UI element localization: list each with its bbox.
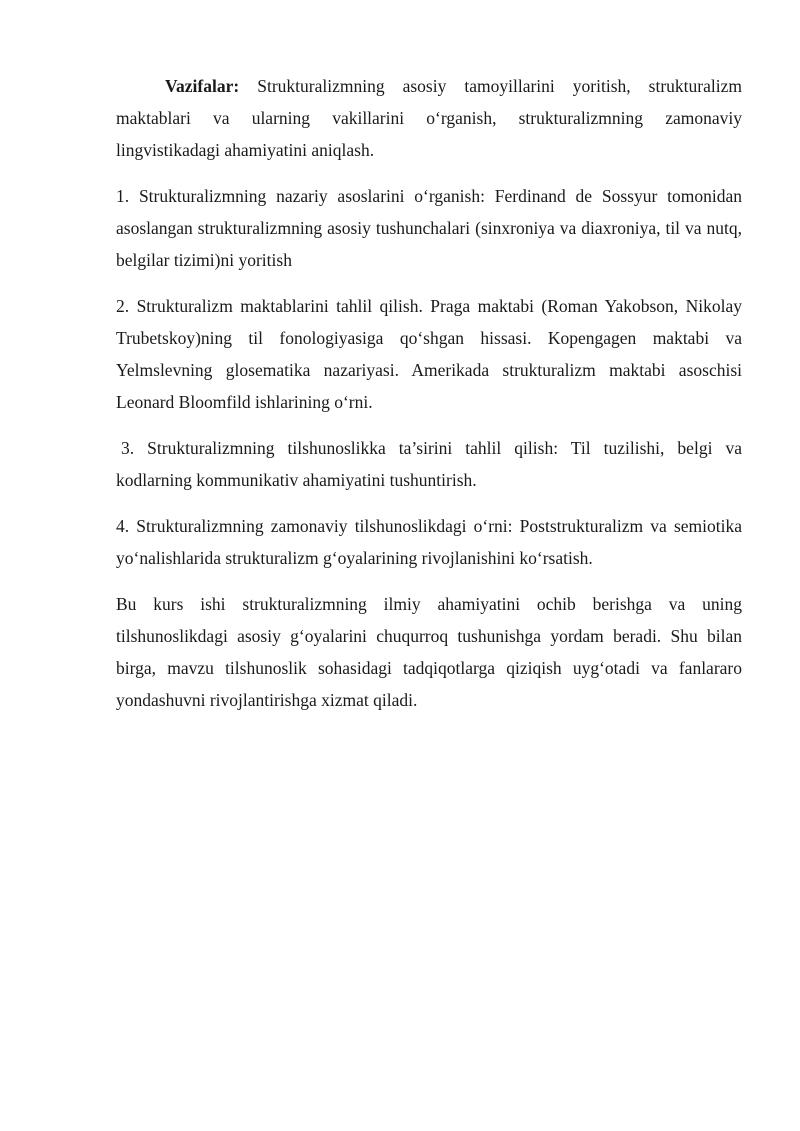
tasks-text: Strukturalizmning asosiy tamoyillarini yoritish, strukturalizm maktablari va ularning vakillarini o‘rganish, strukturalizmning zamonaviy lingvistikadagi ahamiyatini aniqlash. (116, 76, 742, 160)
list-item-2: 2. Strukturalizm maktablarini tahlil qilish. Praga maktabi (Roman Yakobson, Nikolay Trubetskoy)ning til fonologiyasiga qo‘shgan hissasi. Kopengagen maktabi va Yelmslevning glosematika nazariyasi. Amerikada strukturalizm maktabi asoschisi Leonard Bloomfild ishlarining o‘rni. (116, 296, 742, 412)
document-body (116, 70, 742, 730)
tasks-label: Vazifalar: (165, 76, 240, 96)
list-item-3: 3. Strukturalizmning tilshunoslikka ta’sirini tahlil qilish: Til tuzilishi, belgi va kodlarning kommunikativ ahamiyatini tushuntirish. (116, 438, 742, 490)
conclusion-paragraph: Bu kurs ishi strukturalizmning ilmiy ahamiyatini ochib berishga va uning tilshunoslikdagi asosiy g‘oyalarini chuqurroq tushunishga yordam beradi. Shu bilan birga, mavzu tilshunoslik sohasidagi tadqiqotlarga qiziqish uyg‘otadi va fanlararo yondashuvni rivojlantirishga xizmat qiladi. (116, 594, 742, 710)
list-item-4: 4. Strukturalizmning zamonaviy tilshunoslikdagi o‘rni: Poststrukturalizm va semiotika yo‘nalishlarida strukturalizm g‘oyalarining rivojlanishini ko‘rsatish. (116, 516, 742, 568)
list-item-1: 1. Strukturalizmning nazariy asoslarini o‘rganish: Ferdinand de Sossyur tomonidan asoslangan strukturalizmning asosiy tushunchalari (sinxroniya va diaxroniya, til va nutq, belgilar tizimi)ni yoritish (116, 186, 742, 270)
tasks-paragraph (116, 70, 742, 166)
